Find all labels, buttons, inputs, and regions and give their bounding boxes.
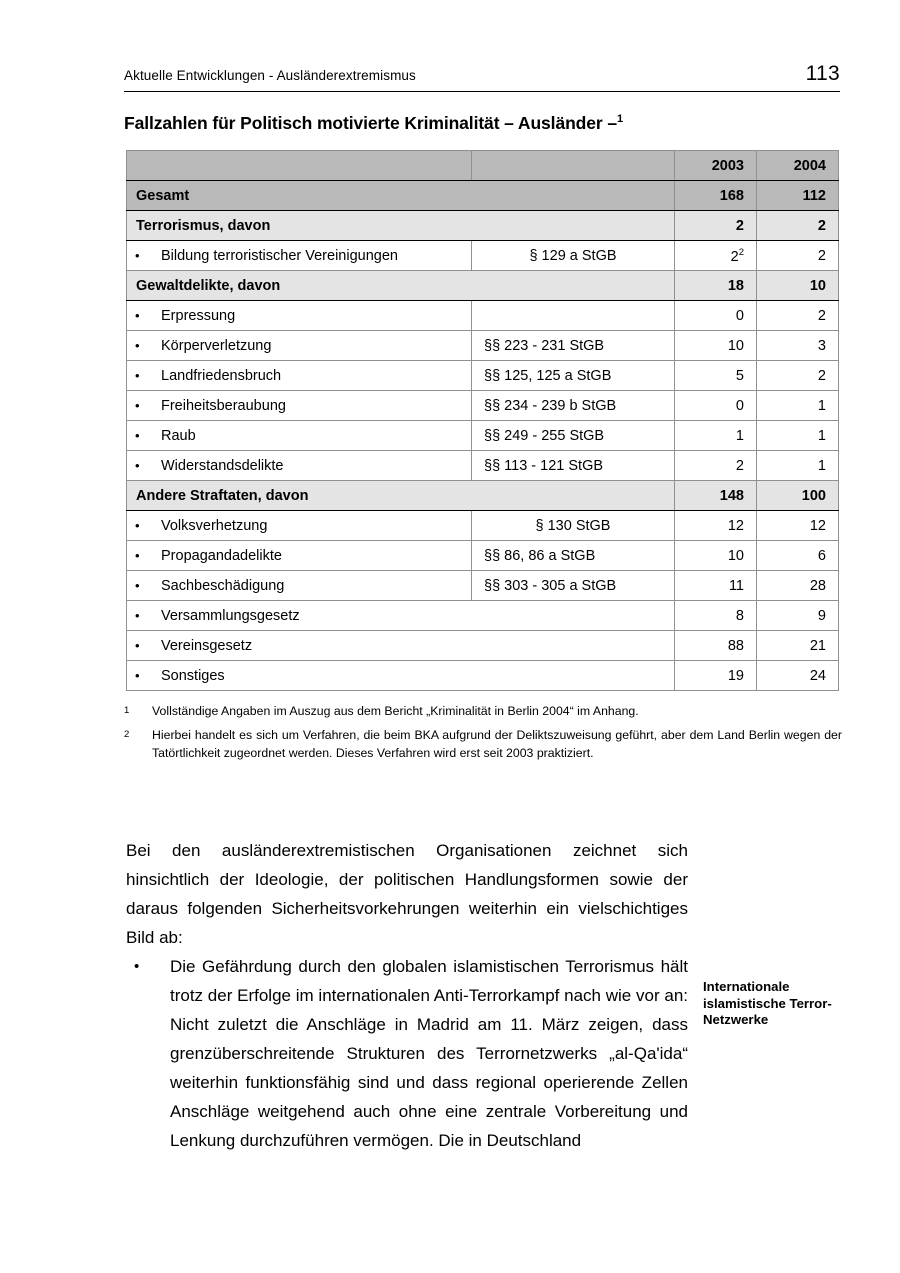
cell-value-2004: 1 (757, 421, 839, 451)
cell-value-2003-text: 0 (735, 397, 744, 414)
cell-label-text: Terrorismus, davon (136, 217, 271, 234)
cell-paragraph-reference: §§ 303 - 305 a StGB (472, 571, 675, 601)
table-header-row (127, 151, 839, 181)
running-head (124, 62, 840, 92)
footnote (124, 703, 842, 720)
table-row (127, 601, 839, 631)
cell-paragraph-reference: §§ 249 - 255 StGB (472, 421, 675, 451)
cell-value-2003 (675, 241, 757, 271)
cell-label-text: Landfriedensbruch (161, 367, 282, 384)
cell-label (127, 541, 472, 571)
cell-label (127, 661, 675, 691)
cell-value-2003-text: 2 (735, 217, 744, 234)
running-head-title: Aktuelle Entwicklungen - Ausländerextremismus (124, 68, 416, 83)
cell-value-2003 (675, 451, 757, 481)
cell-label-text: Freiheitsberaubung (161, 397, 286, 414)
cell-value-2003-text: 19 (727, 667, 744, 684)
footnote-marker: 2 (124, 729, 130, 741)
cell-value-2003-text: 11 (728, 577, 744, 594)
cell-value-2004: 10 (757, 271, 839, 301)
cell-label (127, 391, 472, 421)
cell-value-2004: 28 (757, 571, 839, 601)
cell-paragraph-reference: §§ 86, 86 a StGB (472, 541, 675, 571)
fallzahlen-table-wrapper (126, 150, 838, 691)
cell-label (127, 271, 675, 301)
table-row (127, 451, 839, 481)
cell-value-2003 (675, 181, 757, 211)
cell-paragraph-reference: §§ 125, 125 a StGB (472, 361, 675, 391)
table-row (127, 211, 839, 241)
bullet-icon (135, 458, 161, 474)
cell-value-2003 (675, 661, 757, 691)
cell-value-2003 (675, 391, 757, 421)
fallzahlen-table (126, 150, 839, 691)
bullet-icon (135, 548, 161, 564)
cell-value-2003-text: 8 (735, 607, 744, 624)
table-row (127, 421, 839, 451)
cell-value-2003 (675, 301, 757, 331)
cell-value-2004: 2 (757, 241, 839, 271)
cell-label-text: Sachbeschädigung (161, 577, 285, 594)
cell-paragraph-reference: §§ 234 - 239 b StGB (472, 391, 675, 421)
bullet-icon (135, 248, 161, 264)
cell-value-2003-text: 2 (730, 248, 739, 265)
footnote-text: Vollständige Angaben im Auszug aus dem Bericht „Kriminalität in Berlin 2004“ im Anhang. (152, 704, 639, 718)
bullet-icon (135, 518, 161, 534)
cell-value-2003-text: 10 (727, 547, 744, 564)
table-row (127, 541, 839, 571)
cell-paragraph-reference: § 130 StGB (472, 511, 675, 541)
table-row (127, 271, 839, 301)
table-row (127, 361, 839, 391)
cell-label-text: Raub (161, 427, 196, 444)
cell-value-2004: 9 (757, 601, 839, 631)
cell-value-2003-text: 10 (727, 337, 744, 354)
header-cell-name (127, 151, 472, 181)
cell-value-2003 (675, 421, 757, 451)
cell-label-text: Gesamt (136, 187, 190, 204)
cell-value-2004: 6 (757, 541, 839, 571)
cell-value-2003 (675, 331, 757, 361)
cell-label (127, 631, 675, 661)
cell-value-2004: 24 (757, 661, 839, 691)
cell-label-text: Volksverhetzung (161, 517, 268, 534)
cell-value-2003-text: 2 (735, 457, 744, 474)
page-number: 113 (805, 62, 840, 85)
cell-value-2004: 12 (757, 511, 839, 541)
cell-value-2003-text: 148 (719, 487, 744, 504)
margin-note: Internationale islamistische Terror-Netzwerke (703, 979, 832, 1027)
cell-label-text: Gewaltdelikte, davon (136, 277, 281, 294)
cell-label (127, 481, 675, 511)
cell-value-2004: 1 (757, 451, 839, 481)
bullet-icon (135, 308, 161, 324)
table-row (127, 181, 839, 211)
table-row (127, 481, 839, 511)
fallzahlen-table-body (127, 151, 839, 691)
table-row (127, 571, 839, 601)
bullet-icon (135, 668, 161, 684)
header-cell-year-2003: 2003 (675, 151, 757, 181)
cell-value-2004: 21 (757, 631, 839, 661)
cell-value-2004: 1 (757, 391, 839, 421)
cell-label-text: Sonstiges (161, 667, 225, 684)
cell-label (127, 211, 675, 241)
intro-paragraph: Bei den ausländerextremistischen Organisationen zeichnet sich hinsichtlich der Ideologie, der politischen Handlungsformen sowie der daraus folgenden Sicherheitsvorkehrungen weiterhin ein vielschichtiges Bild ab: (126, 841, 688, 947)
table-row (127, 241, 839, 271)
footnote-marker: 1 (124, 705, 130, 716)
table-row (127, 661, 839, 691)
table-caption-footnote-marker: 1 (617, 113, 624, 126)
cell-value-2003-text: 88 (727, 637, 744, 654)
cell-value-2003 (675, 631, 757, 661)
cell-label-text: Erpressung (161, 307, 236, 324)
cell-label (127, 451, 472, 481)
cell-label (127, 511, 472, 541)
bullet-paragraph-block (126, 952, 688, 1155)
header-cell-year-2004: 2004 (757, 151, 839, 181)
cell-paragraph-reference: §§ 113 - 121 StGB (472, 451, 675, 481)
footnote (124, 727, 842, 762)
cell-label (127, 181, 675, 211)
cell-value-2003-text: 1 (735, 427, 744, 444)
cell-label-text: Bildung terroristischer Vereinigungen (161, 247, 398, 264)
table-caption-text: Fallzahlen für Politisch motivierte Kriminalität – Ausländer – (124, 113, 617, 133)
table-row (127, 631, 839, 661)
cell-value-2004: 2 (757, 211, 839, 241)
cell-value-2003 (675, 571, 757, 601)
cell-value-2004: 2 (757, 361, 839, 391)
cell-label (127, 601, 675, 631)
cell-label (127, 331, 472, 361)
table-caption (124, 113, 623, 134)
cell-value-2003-text: 18 (727, 277, 744, 294)
cell-value-2003 (675, 271, 757, 301)
table-row (127, 511, 839, 541)
cell-label (127, 421, 472, 451)
footnote-marker: 2 (738, 246, 744, 258)
cell-value-2003 (675, 541, 757, 571)
cell-label-text: Andere Straftaten, davon (136, 487, 309, 504)
cell-label (127, 571, 472, 601)
cell-label-text: Vereinsgesetz (161, 637, 253, 654)
bullet-paragraph-text: Die Gefährdung durch den globalen islamistischen Terrorismus hält trotz der Erfolge im internationalen Anti-Terrorkampf nach wie vor an: Nicht zuletzt die Anschläge in Madrid am 11. März zeigen, dass grenzüberschreitende Strukturen des Terrornetzwerks „al-Qa'ida“ weiterhin funktionsfähig sind und dass regional operierende Zellen Anschläge weitgehend auch ohne eine zentrale Vorbereitung und Lenkung durchzuführen vermögen. Die in Deutschland (170, 957, 688, 1150)
cell-value-2003 (675, 511, 757, 541)
cell-paragraph-reference: §§ 223 - 231 StGB (472, 331, 675, 361)
cell-label-text: Widerstandsdelikte (161, 457, 284, 474)
cell-value-2003-text: 168 (719, 187, 744, 204)
cell-paragraph-reference (472, 301, 675, 331)
cell-value-2004: 112 (757, 181, 839, 211)
cell-value-2004: 100 (757, 481, 839, 511)
cell-label-text: Propagandadelikte (161, 547, 282, 564)
cell-value-2003 (675, 361, 757, 391)
cell-value-2003-text: 5 (735, 367, 744, 384)
bullet-icon (135, 428, 161, 444)
footnotes-block (124, 703, 842, 769)
cell-value-2004: 2 (757, 301, 839, 331)
table-row (127, 301, 839, 331)
table-row (127, 331, 839, 361)
cell-value-2003 (675, 481, 757, 511)
bullet-icon (135, 578, 161, 594)
table-row (127, 391, 839, 421)
cell-value-2003-text: 12 (727, 517, 744, 534)
cell-value-2003 (675, 211, 757, 241)
bullet-icon (135, 368, 161, 384)
bullet-icon (135, 338, 161, 354)
bullet-icon (135, 638, 161, 654)
cell-label (127, 301, 472, 331)
cell-value-2003-text: 0 (735, 307, 744, 324)
cell-label (127, 361, 472, 391)
bullet-icon (135, 608, 161, 624)
header-cell-paragraph (472, 151, 675, 181)
footnote-text: Hierbei handelt es sich um Verfahren, die beim BKA aufgrund der Deliktszuweisung geführt, aber dem Land Berlin wegen der Tatörtlichkeit zugeordnet werden. Dieses Verfahren wird erst seit 2003 praktiziert. (152, 728, 842, 760)
cell-value-2004: 3 (757, 331, 839, 361)
cell-value-2003 (675, 601, 757, 631)
bullet-icon (135, 398, 161, 414)
cell-label-text: Versammlungsgesetz (161, 607, 300, 624)
bullet-icon: • (134, 958, 140, 975)
cell-label (127, 241, 472, 271)
cell-paragraph-reference: § 129 a StGB (472, 241, 675, 271)
intro-paragraph-block (126, 836, 688, 952)
cell-label-text: Körperverletzung (161, 337, 272, 354)
